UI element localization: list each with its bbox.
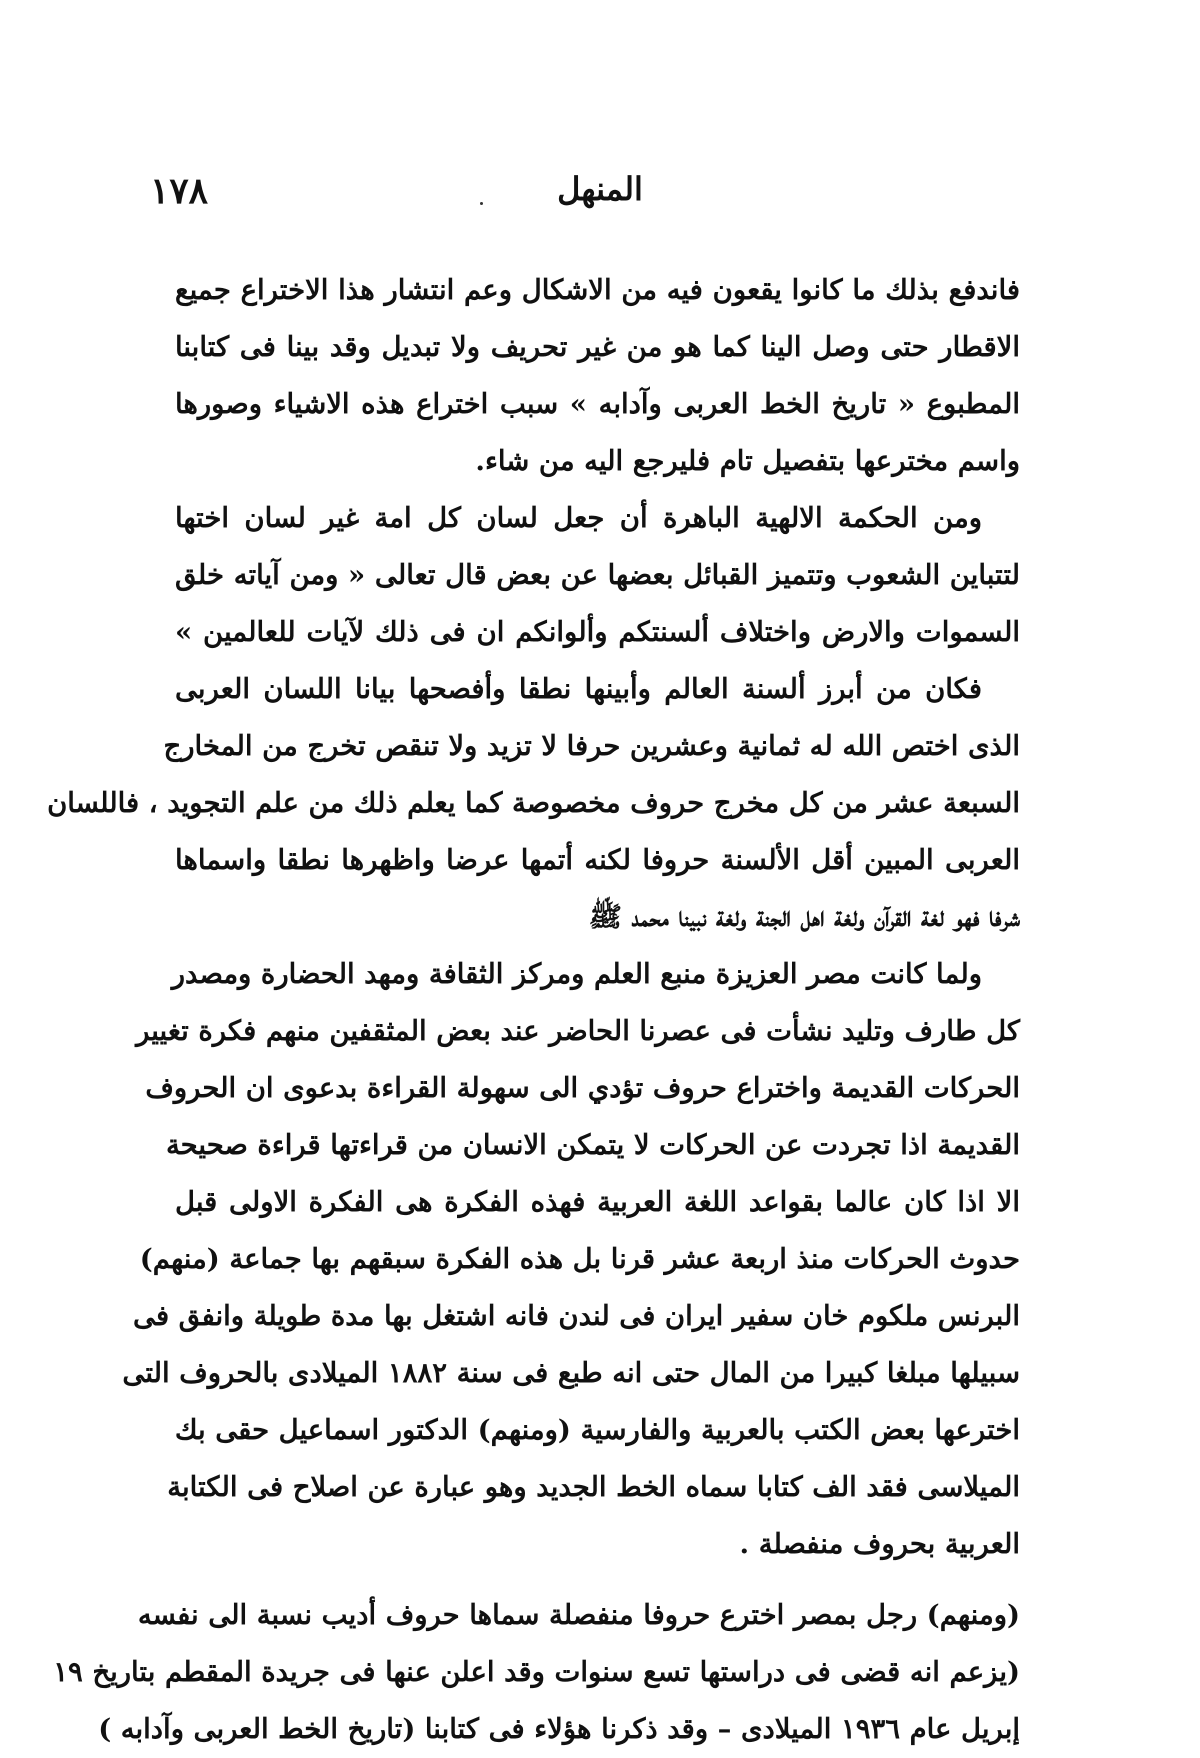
text-line: السبعة عشر من كل مخرج حروف مخصوصة كما يعلم ذلك من علم التجويد ، فاللسان	[47, 787, 1020, 819]
text-line: (يزعم انه قضى فى دراستها تسع سنوات وقد اعلن عنها فى جريدة المقطم بتاريخ ١٩	[53, 1656, 1020, 1688]
ink-dot	[480, 202, 483, 205]
text-line: (ومنهم) رجل بمصر اخترع حروفا منفصلة سماها حروف أديب نسبة الى نفسه	[137, 1599, 1020, 1631]
text-line: واسم مخترعها بتفصيل تام فليرجع اليه من شاء.	[475, 445, 1020, 477]
paragraph	[122, 946, 1020, 1573]
text-line: الاقطار حتى وصل الينا كما هو من غير تحريف ولا تبديل وقد بينا فى كتابنا	[175, 331, 1020, 363]
body-text	[47, 262, 1020, 1758]
paragraph	[47, 661, 1020, 946]
text-line: حدوث الحركات منذ اربعة عشر قرنا بل هذه الفكرة سبقهم بها جماعة (منهم)	[139, 1243, 1020, 1275]
text-line: شرفا فهو لغة القرآن ولغة اهل الجنة ولغة نبينا محمد ﷺ	[588, 901, 1020, 933]
text-line: ولما كانت مصر العزيزة منبع العلم ومركز الثقافة ومهد الحضارة ومصدر	[171, 958, 982, 990]
page-header	[0, 170, 1200, 220]
text-line: السموات والارض واختلاف ألسنتكم وألوانكم ان فى ذلك لآيات للعالمين »	[175, 616, 1020, 648]
text-line: العربى المبين أقل الألسنة حروفا لكنه أتمها عرضا واظهرها نطقا واسماها	[175, 844, 1020, 876]
text-line: اخترعها بعض الكتب بالعربية والفارسية (ومنهم) الدكتور اسماعيل حقى بك	[174, 1414, 1020, 1446]
text-line: القديمة اذا تجردت عن الحركات لا يتمكن الانسان من قراءتها قراءة صحيحة	[165, 1129, 1020, 1161]
text-line: الا اذا كان عالما بقواعد اللغة العربية فهذه الفكرة هى الفكرة الاولى قبل	[175, 1186, 1020, 1218]
text-line: فاندفع بذلك ما كانوا يقعون فيه من الاشكال وعم انتشار هذا الاختراع جميع	[175, 274, 1020, 306]
page-number: ١٧٨	[150, 170, 209, 212]
text-line: العربية بحروف منفصلة .	[739, 1528, 1020, 1560]
running-title: المنهل	[557, 170, 643, 208]
text-line: لتتباين الشعوب وتتميز القبائل بعضها عن بعض قال تعالى « ومن آياته خلق	[175, 559, 1020, 591]
text-line: كل طارف وتليد نشأت فى عصرنا الحاضر عند بعض المثقفين منهم فكرة تغيير	[136, 1015, 1020, 1047]
text-line: فكان من أبرز ألسنة العالم وأبينها نطقا وأفصحها بيانا اللسان العربى	[175, 673, 982, 705]
text-line: الميلاسى فقد الف كتابا سماه الخط الجديد وهو عبارة عن اصلاح فى الكتابة	[167, 1471, 1020, 1503]
text-line: سبيلها مبلغا كبيرا من المال حتى انه طبع فى سنة ١٨٨٢ الميلادى بالحروف التى	[122, 1357, 1020, 1389]
text-line: البرنس ملكوم خان سفير ايران فى لندن فانه اشتغل بها مدة طويلة وانفق فى	[133, 1300, 1020, 1332]
paragraph	[175, 262, 1020, 490]
paragraph	[53, 1587, 1020, 1758]
text-line: ومن الحكمة الالهية الباهرة أن جعل لسان كل امة غير لسان اختها	[175, 502, 982, 534]
text-line: إبريل عام ١٩٣٦ الميلادى – وقد ذكرنا هؤلاء فى كتابنا (تاريخ الخط العربى وآدابه )	[98, 1713, 1020, 1745]
text-line: الذى اختص الله له ثمانية وعشرين حرفا لا تزيد ولا تنقص تخرج من المخارج	[163, 730, 1020, 762]
paragraph	[175, 490, 1020, 661]
text-line: الحركات القديمة واختراع حروف تؤدي الى سهولة القراءة بدعوى ان الحروف	[145, 1072, 1020, 1104]
text-line: المطبوع « تاريخ الخط العربى وآدابه » سبب اختراع هذه الاشياء وصورها	[175, 388, 1020, 420]
